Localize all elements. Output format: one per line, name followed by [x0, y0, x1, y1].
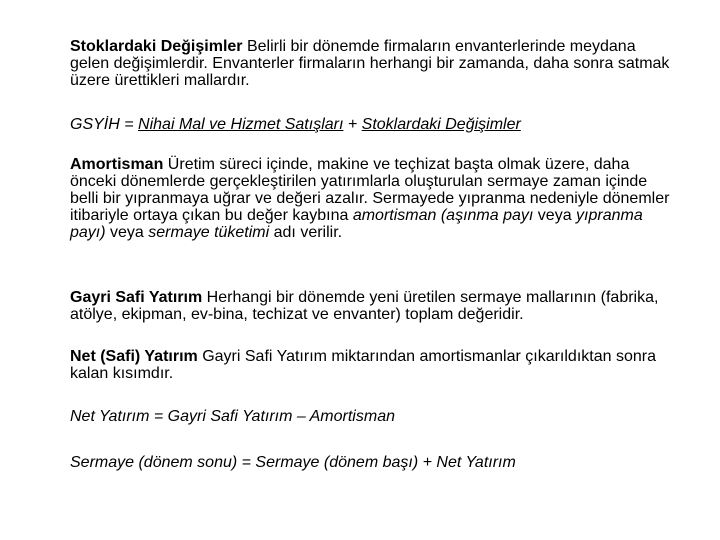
paragraph-net-yatirim: [70, 348, 670, 382]
paragraph-amortisman: [70, 156, 670, 241]
definition-gayri-safi-yatirim: Herhangi bir dönemde yeni üretilen sermaye mallarının (fabrika, atölye, ekipman, ev-bina, techizat ve envanter) toplam değeridir.: [70, 289, 659, 323]
gsyih-term-stoklar: Stoklardaki Değişimler: [361, 116, 521, 133]
formula-net-yatirim: Net Yatırım = Gayri Safi Yatırım – Amortisman: [70, 408, 395, 425]
formula-gsyih: [70, 116, 670, 133]
term-net-yatirim: Net (Safi) Yatırım: [70, 348, 198, 365]
term-stoklardaki-degisimler: Stoklardaki Değişimler: [70, 38, 243, 55]
gsyih-lhs: GSYİH =: [70, 116, 139, 133]
gsyih-term-nihai-mal: Nihai Mal ve Hizmet Satışları: [138, 116, 344, 133]
paragraph-stoklardaki-degisimler: [70, 38, 670, 89]
amortisman-italic-2: yıpranma payı): [70, 207, 643, 241]
amortisman-text-4: adı verilir.: [269, 224, 343, 241]
paragraph-gayri-safi-yatirim: [70, 289, 670, 323]
formula-sermaye: Sermaye (dönem sonu) = Sermaye (dönem başı) + Net Yatırım: [70, 454, 516, 471]
amortisman-text-2: veya: [533, 207, 577, 224]
term-gayri-safi-yatirim: Gayri Safi Yatırım: [70, 289, 203, 306]
amortisman-italic-1: amortisman (aşınma payı: [352, 207, 534, 224]
amortisman-text-3: veya: [105, 224, 149, 241]
amortisman-text-1: Üretim süreci içinde, makine ve teçhizat başta olmak üzere, daha önceki dönemlerde gerçekleştirilen yatırımlarla oluşturulan sermaye zaman içinde belli bir yıpranmaya uğrar ve değeri azalır. Sermayede yıpranma nedeniyle dönemler itibariyle ortaya çıkan bu değer kaybına: [70, 156, 670, 224]
term-amortisman: Amortisman: [70, 156, 164, 173]
amortisman-italic-3: sermaye tüketimi: [148, 224, 270, 241]
definition-stoklardaki-degisimler: Belirli bir dönemde firmaların envanterlerinde meydana gelen değişimlerdir. Envanterler firmaların herhangi bir zamanda, daha sonra satmak üzere ürettikleri mallardır.: [70, 38, 670, 89]
gsyih-plus: +: [343, 116, 362, 133]
definition-net-yatirim: Gayri Safi Yatırım miktarından amortismanlar çıkarıldıktan sonra kalan kısımdır.: [70, 348, 656, 382]
